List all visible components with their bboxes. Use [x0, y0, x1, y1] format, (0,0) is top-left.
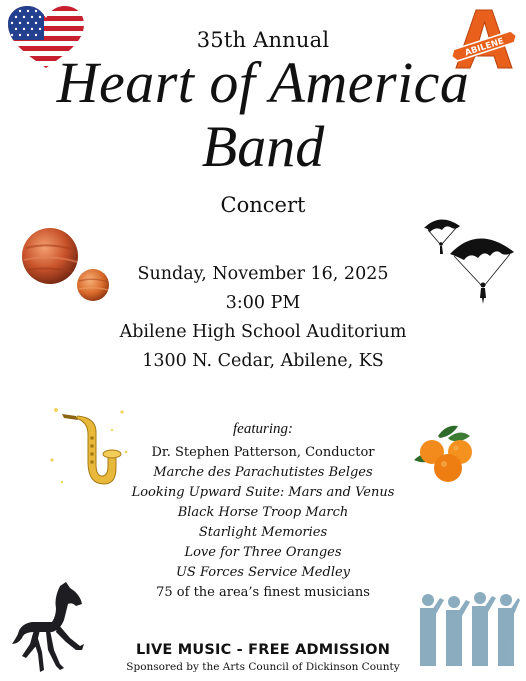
event-address: 1300 N. Cedar, Abilene, KS: [142, 351, 384, 371]
page-title: Heart of America: [56, 50, 470, 115]
program-item: Dr. Stephen Patterson, Conductor: [151, 445, 375, 460]
anniversary-label: 35th Annual: [196, 28, 330, 52]
logo-banner-text: ABILENE: [463, 36, 506, 59]
program-item: Love for Three Oranges: [184, 545, 342, 560]
event-time: 3:00 PM: [225, 293, 301, 313]
event-date: Sunday, November 16, 2025: [137, 264, 389, 284]
program-item: US Forces Service Medley: [175, 565, 351, 580]
event-venue: Abilene High School Auditorium: [119, 322, 407, 342]
program-item: 75 of the area’s finest musicians: [156, 585, 370, 600]
program-item: Starlight Memories: [198, 525, 328, 540]
program-item: Black Horse Troop March: [177, 505, 349, 520]
page-title-line2: Band: [201, 114, 325, 179]
program-item: Marche des Parachutistes Belges: [153, 465, 373, 480]
sponsor-text: Sponsored by the Arts Council of Dickinson County: [126, 661, 400, 673]
program-heading: featuring:: [233, 421, 293, 437]
program-item: Looking Upward Suite: Mars and Venus: [131, 485, 395, 500]
page-subtitle: Concert: [220, 193, 306, 217]
admission-text: LIVE MUSIC - FREE ADMISSION: [135, 642, 391, 658]
